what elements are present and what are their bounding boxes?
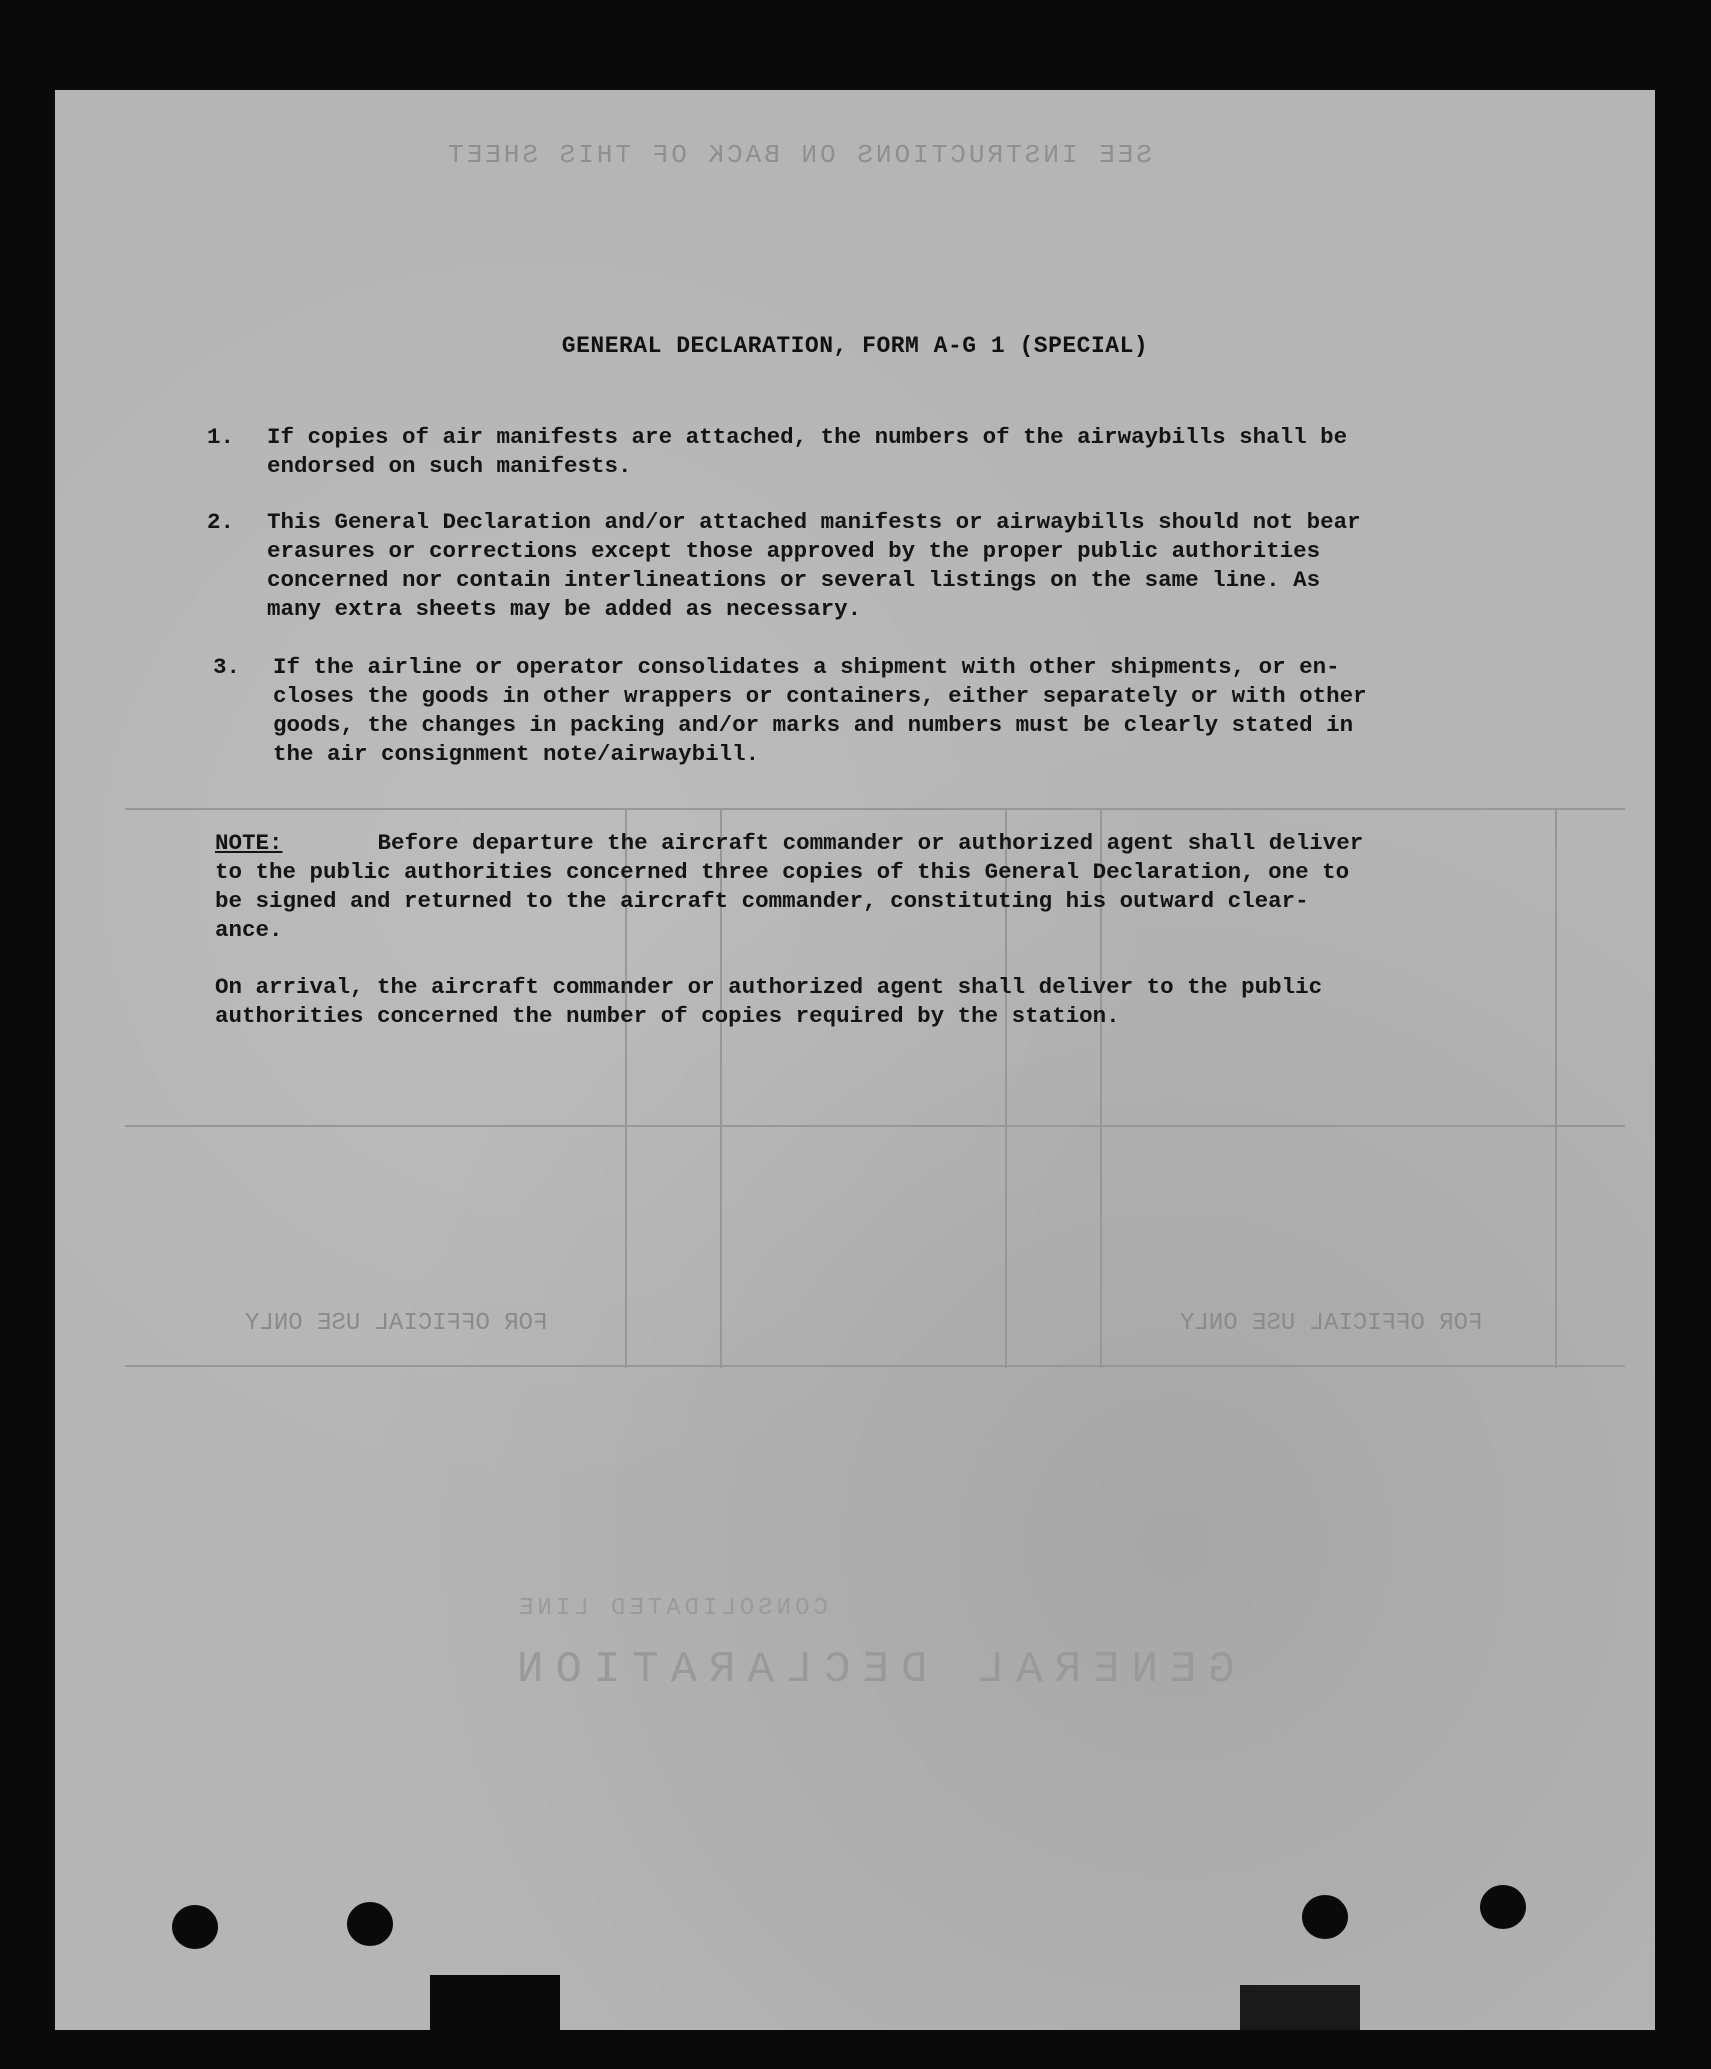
bleedthrough-rule [125, 1365, 1625, 1367]
note-line: to the public authorities concerned three copies of this General Declaration, one to [215, 859, 1350, 885]
item-line: erasures or corrections except those approved by the proper public authorities [267, 538, 1321, 564]
bleedthrough-rule [125, 1125, 1625, 1127]
document-page [55, 90, 1655, 2030]
note-line [215, 830, 1363, 856]
bleedthrough-rule [1555, 808, 1557, 1368]
bleedthrough-stamp-right: FOR OFFICIAL USE ONLY [1180, 1310, 1483, 1337]
document-title: GENERAL DECLARATION, FORM A-G 1 (SPECIAL) [561, 333, 1149, 359]
note-label: NOTE: [215, 830, 283, 856]
punch-hole [172, 1905, 218, 1949]
punch-hole [1480, 1885, 1526, 1929]
note-text: Before departure the aircraft commander or authorized agent shall deliver [377, 830, 1364, 856]
item-number: 2. [207, 509, 235, 535]
item-line: goods, the changes in packing and/or marks and numbers must be clearly stated in [273, 712, 1354, 738]
bleedthrough-lower-subtitle: CONSOLIDATED LINE [515, 1595, 828, 1622]
note-line: ance. [215, 917, 283, 943]
item-line: If the airline or operator consolidates a shipment with other shipments, or en- [273, 654, 1340, 680]
item-number: 1. [207, 424, 235, 450]
note-line: be signed and returned to the aircraft commander, constituting his outward clear- [215, 888, 1309, 914]
punch-hole [1302, 1895, 1348, 1939]
bleedthrough-lower-title: GENERAL DECLARATION [505, 1645, 1235, 1695]
bleedthrough-stamp-left: FOR OFFICIAL USE ONLY [245, 1310, 548, 1337]
binding-tab [430, 1975, 560, 2030]
punch-hole [347, 1902, 393, 1946]
item-line: concerned nor contain interlineations or several listings on the same line. As [267, 567, 1321, 593]
arrival-line: On arrival, the aircraft commander or authorized agent shall deliver to the public [215, 974, 1323, 1000]
item-line: endorsed on such manifests. [267, 453, 632, 479]
item-line: the air consignment note/airwaybill. [273, 741, 760, 767]
item-line: many extra sheets may be added as necessary. [267, 596, 862, 622]
item-line: closes the goods in other wrappers or containers, either separately or with other [273, 683, 1367, 709]
bleedthrough-rule [125, 808, 1625, 810]
binding-tab [1240, 1985, 1360, 2030]
arrival-line: authorities concerned the number of copies required by the station. [215, 1003, 1120, 1029]
bleedthrough-top-line: SEE INSTRUCTIONS ON BACK OF THIS SHEET [445, 140, 1152, 170]
item-number: 3. [213, 654, 241, 680]
item-line: If copies of air manifests are attached, the numbers of the airwaybills shall be [267, 424, 1348, 450]
item-line: This General Declaration and/or attached manifests or airwaybills should not bear [267, 509, 1361, 535]
